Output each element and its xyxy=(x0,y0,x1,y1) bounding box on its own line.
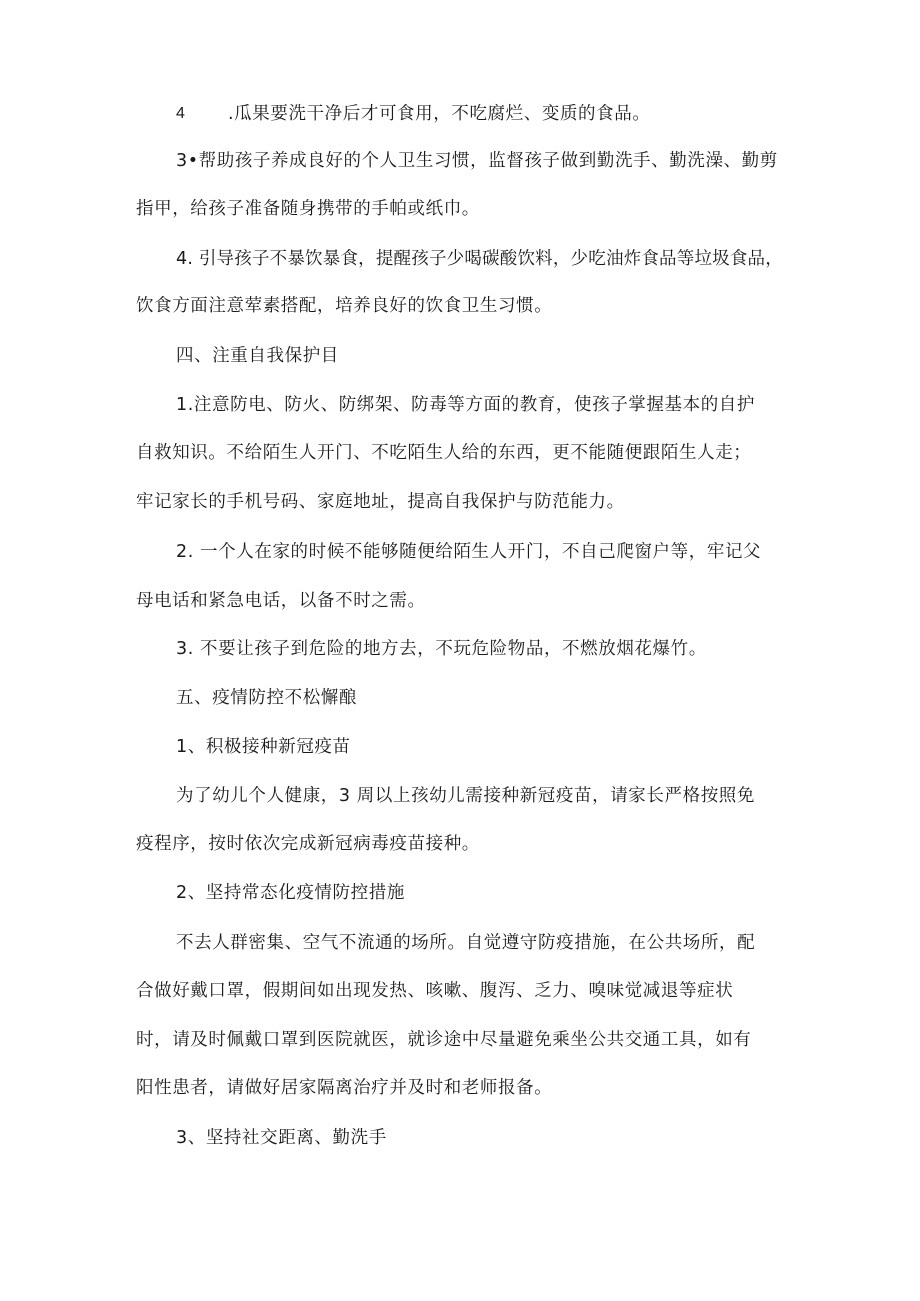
paragraph-line: 阳性患者，请做好居家隔离治疗并及时和老师报备。 xyxy=(136,1078,553,1098)
paragraph-line: 4. 引导孩子不暴饮暴食，提醒孩子少喝碳酸饮料，少吃油炸食品等垃圾食品， xyxy=(176,249,783,269)
paragraph-line: 自救知识。不给陌生人开门、不吃陌生人给的东西，更不能随便跟陌生人走； xyxy=(136,443,752,463)
paragraph-line: 3. 不要让孩子到危险的地方去，不玩危险物品，不燃放烟花爆竹。 xyxy=(176,639,707,659)
item-number: 4 xyxy=(176,105,186,122)
paragraph-line: 不去人群密集、空气不流通的场所。自觉遵守防疫措施，在公共场所，配 xyxy=(176,933,756,953)
subsection-heading: 3、坚持社交距离、勤洗手 xyxy=(176,1128,387,1148)
subsection-heading: 2、坚持常态化疫情防控措施 xyxy=(176,883,405,903)
paragraph-line: 1.注意防电、防火、防绑架、防毒等方面的教育，使孩子掌握基本的自护 xyxy=(176,395,755,415)
paragraph-line: 指甲，给孩子准备随身携带的手帕或纸巾。 xyxy=(136,199,480,219)
section-heading: 五、疫情防控不松懈酿 xyxy=(176,688,357,708)
paragraph-line: 为了幼儿个人健康，3 周以上孩幼儿需接种新冠疫苗，请家长严格按照免 xyxy=(176,786,755,806)
paragraph-line: 合做好戴口罩，假期间如出现发热、咳嗽、腹泻、乏力、嗅味觉减退等症状 xyxy=(136,981,734,1001)
paragraph-line: 母电话和紧急电话，以备不时之需。 xyxy=(136,591,426,611)
paragraph-line: .瓜果要洗干净后才可食用，不吃腐烂、变质的食品。 xyxy=(228,104,651,124)
subsection-heading: 1、积极接种新冠疫苗 xyxy=(176,737,351,757)
paragraph-line: 牢记家长的手机号码、家庭地址，提高自我保护与防范能力。 xyxy=(136,492,625,512)
paragraph-line: 2. 一个人在家的时候不能够随便给陌生人开门，不自己爬窗户等，牢记父 xyxy=(176,542,762,562)
paragraph-line: 疫程序，按时依次完成新冠病毒疫苗接种。 xyxy=(136,834,480,854)
paragraph-line: 3•帮助孩子养成良好的个人卫生习惯，监督孩子做到勤洗手、勤洗澡、勤剪 xyxy=(176,151,778,171)
paragraph-line: 时，请及时佩戴口罩到医院就医，就诊途中尽量避免乘坐公共交通工具，如有 xyxy=(136,1030,752,1050)
section-heading: 四、注重自我保护目 xyxy=(176,346,339,366)
paragraph-line: 饮食方面注意荤素搭配，培养良好的饮食卫生习惯。 xyxy=(136,296,553,316)
